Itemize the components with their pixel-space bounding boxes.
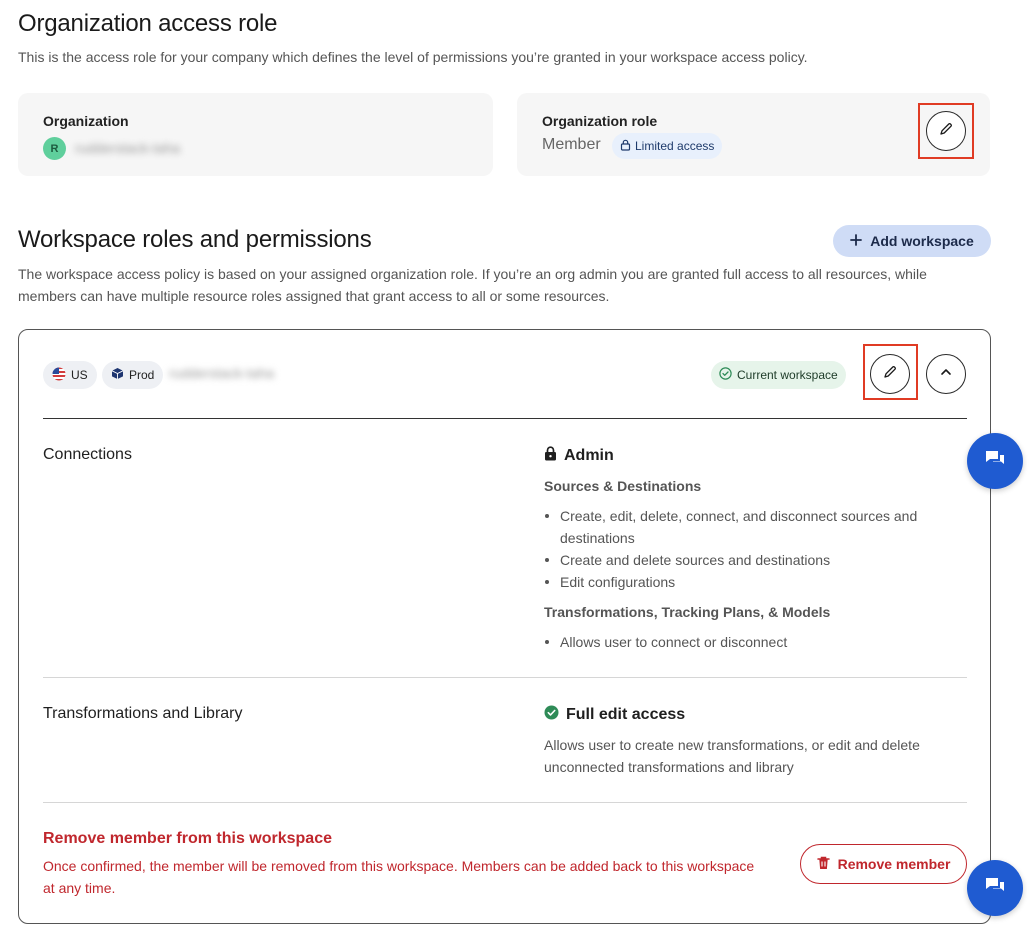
chat-icon [984,876,1006,901]
remove-member-title: Remove member from this workspace [43,830,332,847]
list-item: Edit configurations [544,571,964,593]
ws-section-description: The workspace access policy is based on your assigned organization role. If you’re an org admin you are granted full access to all resources, while members can have multiple resource roles assigned that grant access to all or some resources. [18,266,927,304]
environment-text: Prod [129,368,155,382]
ws-section-title: Workspace roles and permissions [18,226,372,253]
organization-card [18,93,493,176]
edit-workspace-button[interactable] [870,354,910,394]
transformations-role [544,705,685,725]
workspace-card [18,329,991,924]
transformations-title: Transformations and Library [43,705,243,722]
list-item: Allows user to connect or disconnect [544,631,964,653]
divider [43,802,967,803]
edit-org-role-button[interactable] [926,111,966,151]
plus-icon [850,233,862,249]
current-workspace-text: Current workspace [737,368,838,382]
pencil-icon [883,365,897,384]
organization-name: rudderstack-taha [75,140,181,156]
connections-role-text: Admin [564,447,614,464]
environment-badge [102,361,163,389]
org-section-title: Organization access role [18,10,278,37]
sources-destinations-title: Sources & Destinations [544,478,702,494]
limited-access-badge [612,133,722,159]
check-circle-icon [544,705,559,725]
lock-icon [620,139,631,154]
lock-icon [544,446,557,466]
connections-role [544,446,614,466]
check-circle-icon [719,367,732,383]
list-item: Create, edit, delete, connect, and disconnect sources and destinations [544,505,964,549]
chat-button[interactable] [967,433,1023,489]
avatar: R [43,137,66,160]
remove-member-label: Remove member [837,856,951,872]
add-workspace-button[interactable] [833,225,991,257]
transformations-description: Allows user to create new transformations, or edit and delete unconnected transformations and library [544,737,920,775]
org-section-description: This is the access role for your company which defines the level of permissions you’re granted in your workspace access policy. [18,49,808,65]
cube-icon [111,367,124,383]
organization-role-label: Organization role [542,113,658,129]
limited-access-text: Limited access [635,139,715,153]
region-badge [43,361,97,389]
add-workspace-label: Add workspace [870,233,974,249]
trash-icon [817,856,830,873]
divider [43,418,967,419]
remove-member-button[interactable] [800,844,967,884]
region-text: US [71,368,88,382]
pencil-icon [939,122,953,141]
transformations-tracking-list [544,631,964,653]
chat-button[interactable] [967,860,1023,916]
connections-title: Connections [43,446,132,463]
current-workspace-badge [711,361,846,389]
sources-destinations-list [544,505,964,593]
organization-label: Organization [43,113,129,129]
chevron-up-icon [939,365,953,384]
transformations-tracking-title: Transformations, Tracking Plans, & Models [544,604,831,620]
us-flag-icon [52,367,66,384]
transformations-role-text: Full edit access [566,706,686,723]
organization-role-value: Member [542,136,601,153]
collapse-workspace-button[interactable] [926,354,966,394]
divider [43,677,967,678]
workspace-name: rudderstack-taha [169,365,275,381]
list-item: Create and delete sources and destinations [544,549,964,571]
chat-icon [984,449,1006,474]
remove-member-description: Once confirmed, the member will be removed from this workspace. Members can be added back to this workspace at any time. [43,858,755,896]
